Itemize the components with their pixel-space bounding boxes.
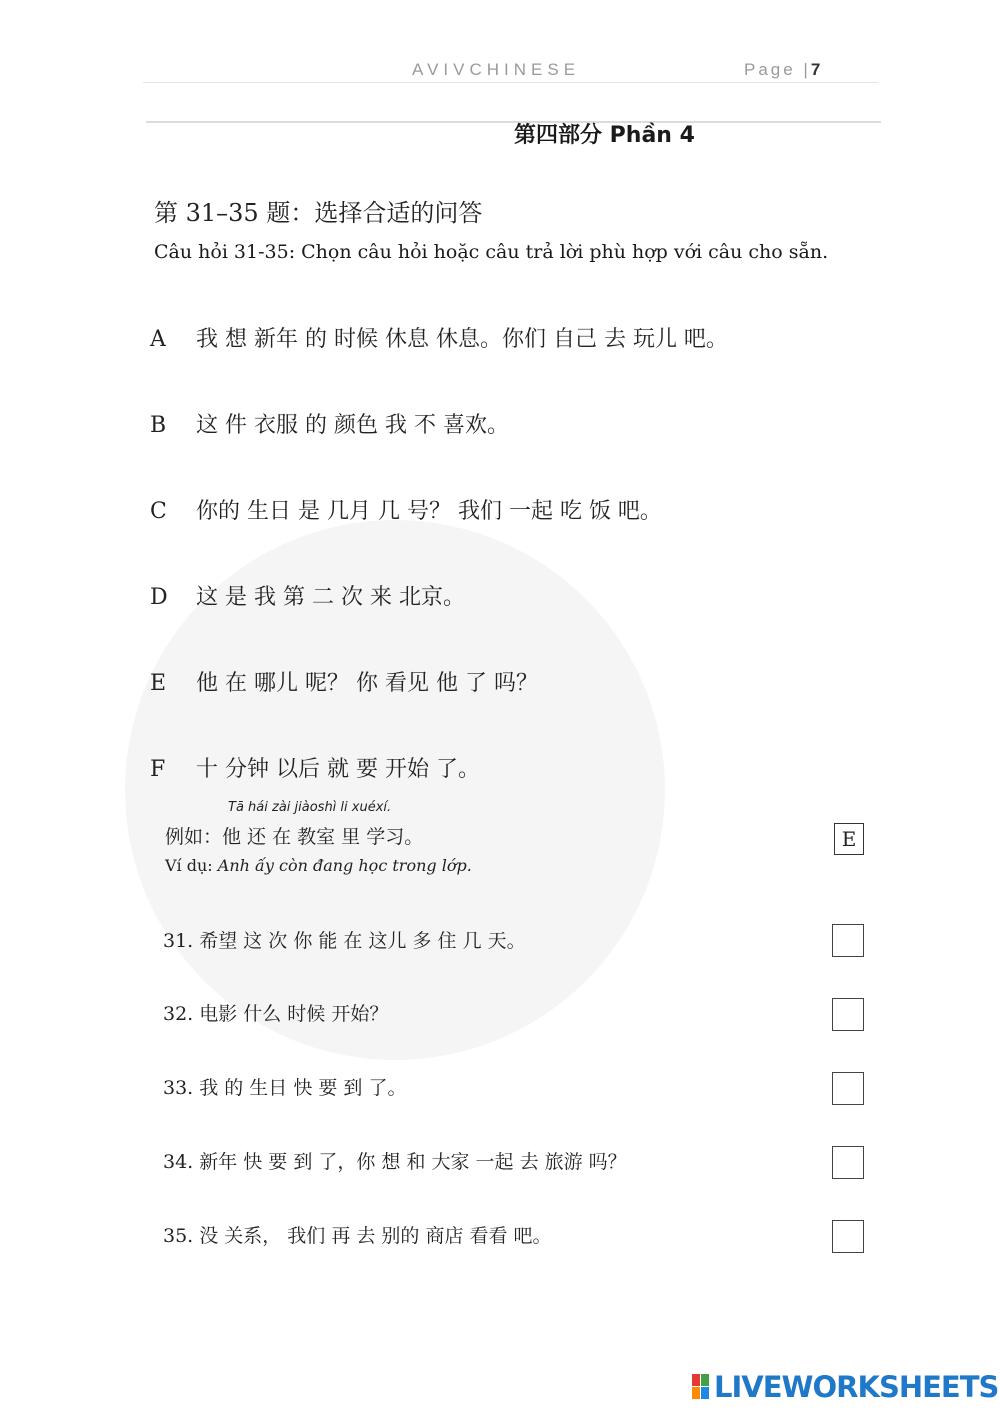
example-vi — [165, 856, 472, 875]
part-title: 第四部分 Phần 4 — [514, 123, 695, 148]
header-divider — [143, 82, 878, 83]
example-pinyin: Tā hái zài jiàoshì li xuéxí. — [228, 800, 392, 815]
question-text: 没 关系， 我们 再 去 别的 商店 看看 吧。 — [199, 1225, 552, 1247]
header-brand: AVIVCHINESE — [412, 60, 581, 79]
question-number: 33. — [163, 1077, 194, 1099]
question-text: 希望 这 次 你 能 在 这儿 多 住 几 天。 — [199, 930, 526, 952]
question-text: 新年 快 要 到 了，你 想 和 大家 一起 去 旅游 吗？ — [199, 1151, 627, 1173]
answer-box-31[interactable] — [832, 924, 864, 957]
page-number: 7 — [810, 60, 821, 79]
option-letter: C — [150, 499, 167, 524]
option-text: 这 是 我 第 二 次 来 北京。 — [196, 585, 465, 610]
question-34 — [163, 1147, 627, 1174]
liveworksheets-footer[interactable] — [692, 1370, 998, 1404]
option-letter: D — [150, 585, 168, 610]
question-35 — [163, 1221, 552, 1248]
header-page — [744, 60, 820, 80]
option-letter: B — [150, 413, 167, 438]
answer-box-33[interactable] — [832, 1072, 864, 1105]
question-text: 电影 什么 时候 开始？ — [199, 1003, 389, 1025]
question-text: 我 的 生日 快 要 到 了。 — [199, 1077, 407, 1099]
option-text: 这 件 衣服 的 颜色 我 不 喜欢。 — [196, 413, 509, 438]
answer-box-35[interactable] — [832, 1220, 864, 1253]
liveworksheets-logo-icon — [692, 1374, 710, 1400]
answer-box-34[interactable] — [832, 1146, 864, 1179]
example-vi-text: Anh ấy còn đang học trong lớp. — [217, 856, 472, 875]
answer-box-32[interactable] — [832, 998, 864, 1031]
option-letter: F — [150, 757, 166, 782]
example-vi-prefix: Ví dụ: — [165, 856, 213, 875]
page-label: Page | — [744, 60, 811, 79]
question-number: 35. — [163, 1225, 194, 1247]
footer-brand: LIVEWORKSHEETS — [714, 1370, 999, 1404]
option-a — [150, 322, 728, 353]
example-zh: 例如：他 还 在 教室 里 学习。 — [165, 826, 424, 848]
instructions-vi: Câu hỏi 31-35: Chọn câu hỏi hoặc câu trả lời phù hợp với câu cho sẵn. — [154, 241, 829, 263]
question-32 — [163, 999, 388, 1026]
option-c — [150, 494, 662, 525]
question-number: 34. — [163, 1151, 194, 1173]
option-text: 他 在 哪儿 呢？ 你 看见 他 了 吗？ — [196, 671, 538, 696]
option-text: 你的 生日 是 几月 几 号？ 我们 一起 吃 饭 吧。 — [196, 499, 662, 524]
option-letter: A — [150, 327, 166, 352]
question-31 — [163, 926, 526, 953]
option-b — [150, 408, 509, 439]
option-e — [150, 666, 538, 697]
instructions-zh: 第 31–35 题：选择合适的问答 — [154, 199, 483, 227]
question-number: 32. — [163, 1003, 194, 1025]
example-answer-box: E — [834, 823, 864, 855]
option-text: 我 想 新年 的 时候 休息 休息。你们 自己 去 玩儿 吧。 — [196, 327, 728, 352]
option-f — [150, 752, 480, 783]
question-33 — [163, 1073, 406, 1100]
option-d — [150, 580, 465, 611]
question-number: 31. — [163, 930, 194, 952]
option-letter: E — [150, 671, 167, 696]
option-text: 十 分钟 以后 就 要 开始 了。 — [196, 757, 480, 782]
